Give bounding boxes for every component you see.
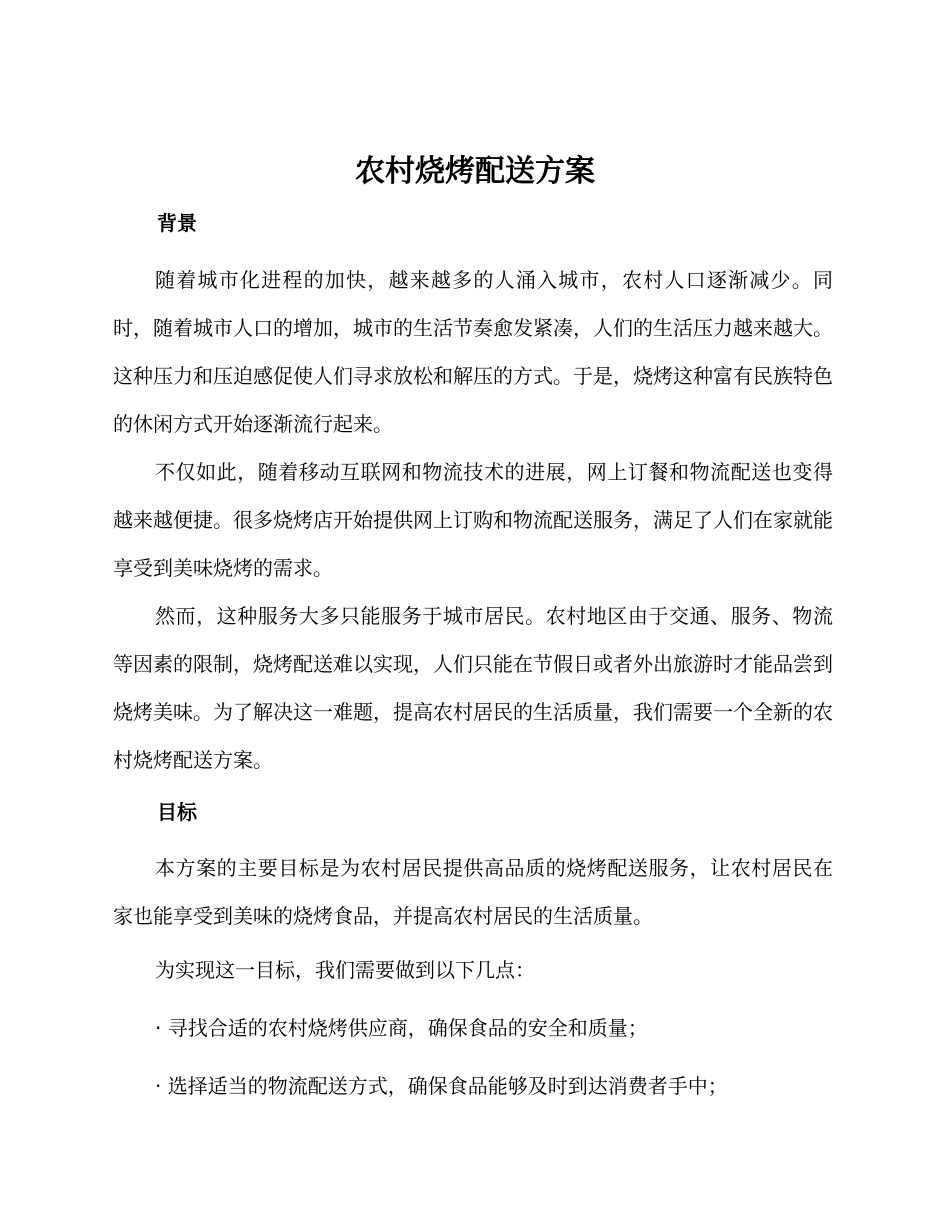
section-heading-background: 背景 [157, 211, 197, 235]
goal-paragraph-2: 为实现这一目标，我们需要做到以下几点： [155, 958, 535, 982]
goal-bullet-1: · 寻找合适的农村烧烤供应商，确保食品的安全和质量； [155, 1016, 648, 1040]
goal-bullet-2: · 选择适当的物流配送方式，确保食品能够及时到达消费者手中； [155, 1074, 728, 1098]
document-title: 农村烧烤配送方案 [355, 154, 595, 189]
background-paragraph-2: 不仅如此，随着移动互联网和物流技术的进展，网上订餐和物流配送也变得越来越便捷。很多烧烤店开始提供网上订购和物流配送服务，满足了人们在家就能享受到美味烧烤的需求。 [113, 460, 833, 580]
background-paragraph-1: 随着城市化进程的加快，越来越多的人涌入城市，农村人口逐渐减少。同时，随着城市人口的增加，城市的生活节奏愈发紧凑，人们的生活压力越来越大。这种压力和压迫感促使人们寻求放松和解压的方式。于是，烧烤这种富有民族特色的休闲方式开始逐渐流行起来。 [113, 268, 833, 436]
goal-paragraph-1: 本方案的主要目标是为农村居民提供高品质的烧烤配送服务，让农村居民在家也能享受到美味的烧烤食品，并提高农村居民的生活质量。 [113, 856, 833, 928]
background-paragraph-3: 然而，这种服务大多只能服务于城市居民。农村地区由于交通、服务、物流等因素的限制，烧烤配送难以实现，人们只能在节假日或者外出旅游时才能品尝到烧烤美味。为了解决这一难题，提高农村居民的生活质量，我们需要一个全新的农村烧烤配送方案。 [113, 604, 833, 772]
section-heading-goal: 目标 [157, 800, 197, 824]
